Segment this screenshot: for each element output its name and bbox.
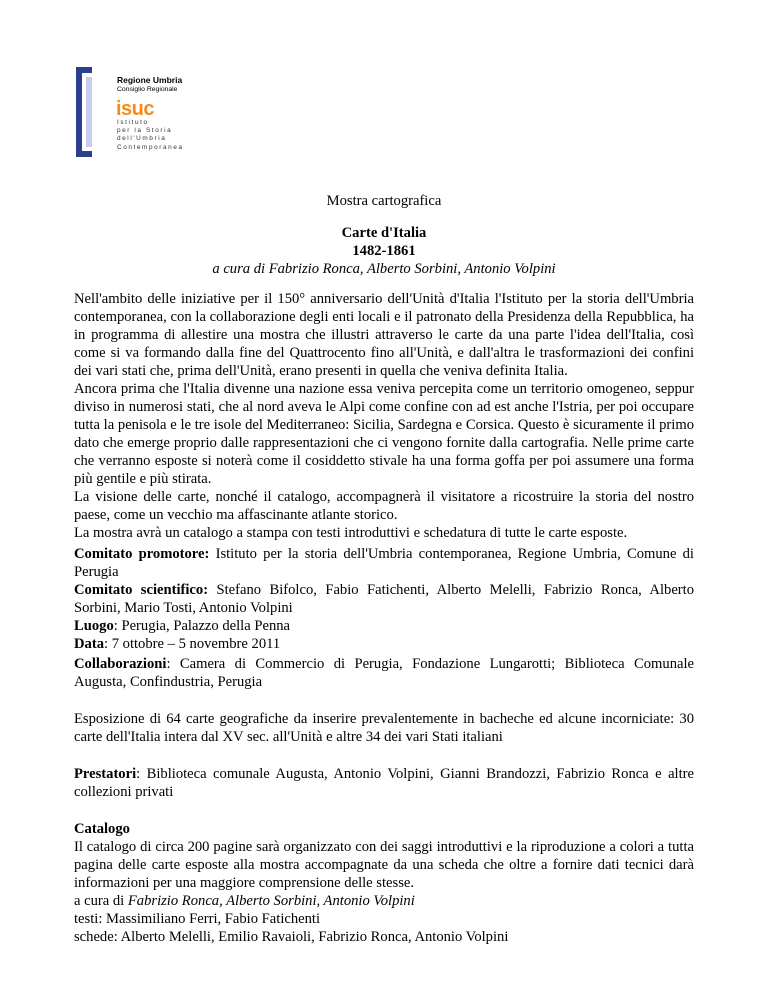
collab-label: Collaborazioni bbox=[74, 656, 167, 672]
promoter-line bbox=[74, 545, 694, 581]
catalog-text: Il catalogo di circa 200 pagine sarà organizzato con dei saggi introduttivi e la riproduzione a colori a tutta pagina delle carte esposte alla mostra accompagnate da una scheda che oltre a fornire dati tecnici darà informazioni per una maggiore comprensione delle stesse. bbox=[74, 839, 694, 891]
lenders-label: Prestatori bbox=[74, 766, 137, 782]
place-value: : Perugia, Palazzo della Penna bbox=[113, 618, 291, 634]
details bbox=[74, 545, 694, 653]
lenders-value: : Biblioteca comunale Augusta, Antonio Volpini, Gianni Brandozzi, Fabrizio Ronca e altre collezioni privati bbox=[74, 766, 694, 800]
intro bbox=[74, 290, 694, 542]
editors: a cura di Fabrizio Ronca, Alberto Sorbini, Antonio Volpini bbox=[212, 261, 556, 277]
catalog bbox=[74, 820, 694, 946]
catalog-heading: Catalogo bbox=[74, 821, 130, 837]
date-value: : 7 ottobre – 5 novembre 2011 bbox=[104, 636, 281, 652]
promoter-label: Comitato promotore: bbox=[74, 546, 210, 562]
logo-full-name: Istituto per la Storia dell'Umbria Contemporanea bbox=[117, 119, 184, 151]
catalog-cards: schede: Alberto Melelli, Emilio Ravaioli, Fabrizio Ronca, Antonio Volpini bbox=[74, 929, 509, 945]
date-label: Data bbox=[74, 636, 104, 652]
logo-bracket bbox=[76, 67, 92, 157]
date-line bbox=[74, 635, 694, 653]
logo-org: Regione Umbria bbox=[117, 75, 183, 85]
catalog-editors: a cura di Fabrizio Ronca, Alberto Sorbini, Antonio Volpini bbox=[74, 893, 415, 909]
catalog-texts: testi: Massimiliano Ferri, Fabio Fatichenti bbox=[74, 911, 321, 927]
collaborations bbox=[74, 655, 694, 691]
logo-mark: isuc bbox=[116, 98, 155, 120]
scientific-line bbox=[74, 581, 694, 617]
place-line bbox=[74, 617, 694, 635]
exhibition-text: Esposizione di 64 carte geografiche da inserire prevalentemente in bacheche ed alcune incorniciate: 30 carte dell'Italia intera dal XV sec. all'Unità e altre 34 dei vari Stati italiani bbox=[74, 711, 694, 745]
scientific-value: Stefano Bifolco, Fabio Fatichenti, Alberto Melelli, Fabrizio Ronca, Alberto Sorbini, Mario Tosti, Antonio Volpini bbox=[74, 582, 695, 616]
intro-paragraph-4: La mostra avrà un catalogo a stampa con testi introduttivi e schedatura di tutte le carte esposte. bbox=[74, 525, 628, 541]
place-label: Luogo bbox=[74, 618, 114, 634]
years: 1482-1861 bbox=[352, 243, 416, 259]
intro-paragraph-3: La visione delle carte, nonché il catalogo, accompagnerà il visitatore a ricostruire la storia del nostro paese, come un vecchio ma affascinante atlante storico. bbox=[74, 489, 694, 523]
lenders bbox=[74, 765, 694, 801]
promoter-value: Istituto per la storia dell'Umbria contemporanea, Regione Umbria, Comune di Perugia bbox=[74, 546, 694, 580]
intro-paragraph-1: Nell'ambito delle iniziative per il 150° anniversario dell'Unità d'Italia l'Istituto per la storia dell'Umbria contemporanea, con la collaborazione degli enti locali e il patronato della Presidenza della Repubblica, ha in programma di allestire una mostra che illustri attraverso le carte da una parte l'idea dell'Italia, così come si va formando dalla fine del Quattrocento fino all'Unità, e dall'altra le trasformazioni dei confini dei vari stati che, prima dell'Unità, erano presenti in quella che veniva definita Italia. bbox=[74, 291, 694, 379]
title: Carte d'Italia bbox=[341, 225, 427, 241]
kicker: Mostra cartografica bbox=[326, 193, 442, 209]
intro-paragraph-2: Ancora prima che l'Italia divenne una nazione essa veniva percepita come un territorio omogeneo, seppur diviso in numerosi stati, che al nord aveva le Alpi come confine con ad est anche l'Istria, per poi occupare tutta la penisola e le tre isole del Mediterraneo: Sicilia, Sardegna e Corsica. Questo è sicuramente il primo dato che emerge proprio dalle rappresentazioni che ci vengono fornite dalla cartografia. Nelle prime carte che verranno esposte si noterà come il cosiddetto stivale ha una forma goffa per poi assumere una forma più gentile e più stirata. bbox=[74, 381, 694, 487]
logo-council: Consiglio Regionale bbox=[117, 86, 178, 93]
logo bbox=[76, 67, 192, 157]
exhibition-note bbox=[74, 710, 694, 746]
scientific-label: Comitato scientifico: bbox=[74, 582, 209, 598]
collab-value: : Camera di Commercio di Perugia, Fondazione Lungarotti; Biblioteca Comunale Augusta, Confindustria, Perugia bbox=[74, 656, 694, 690]
